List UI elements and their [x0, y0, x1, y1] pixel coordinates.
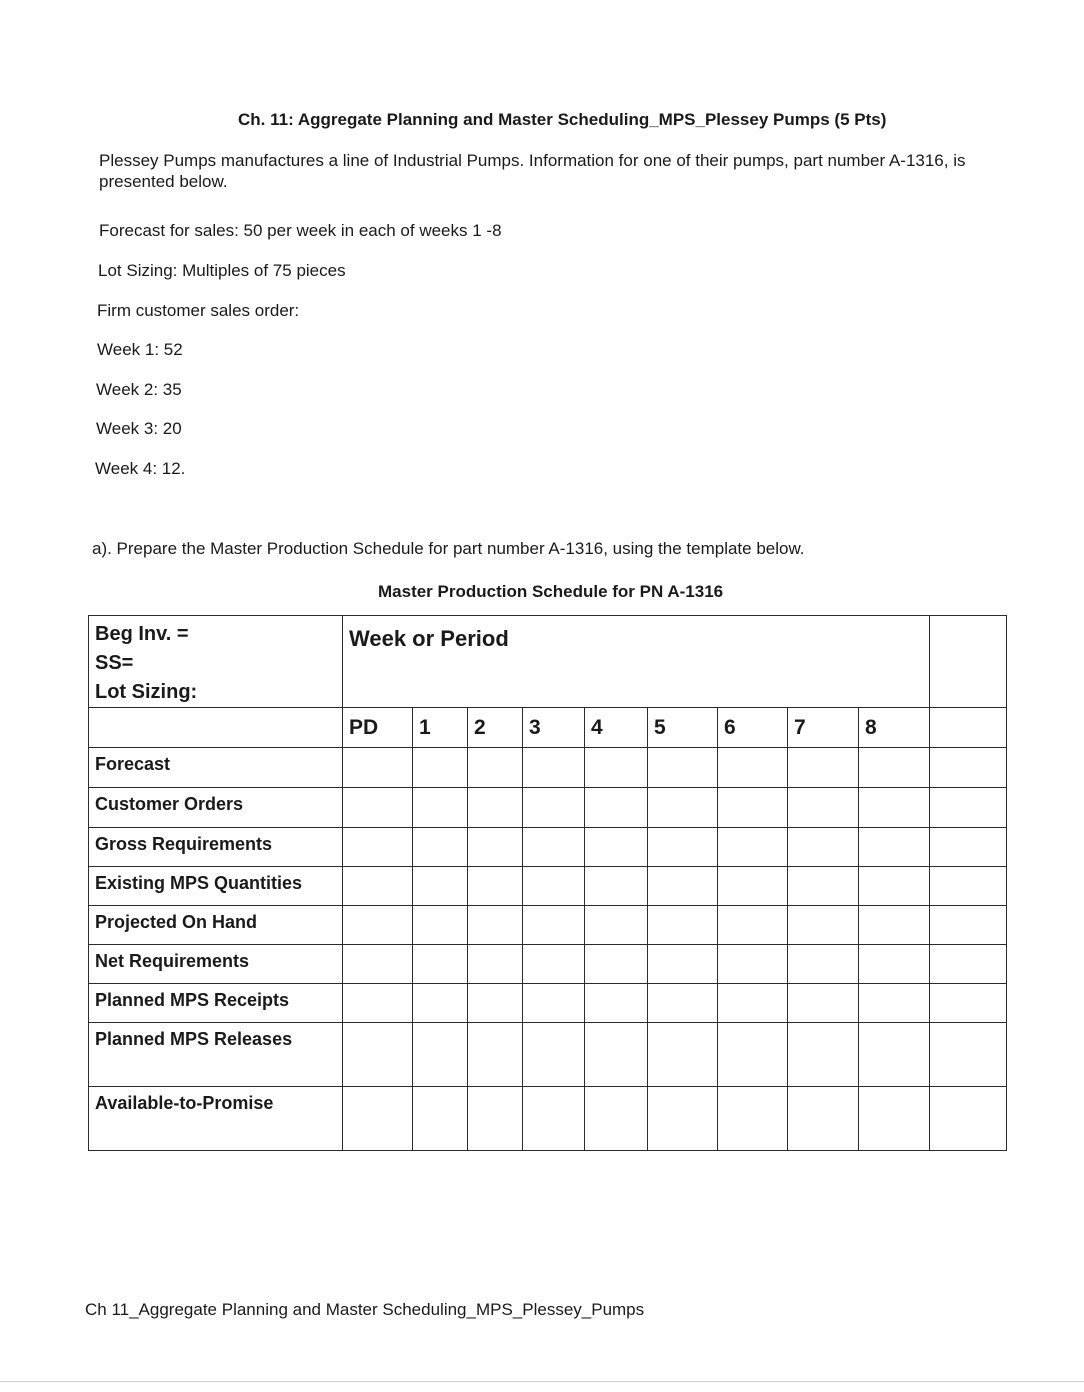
forecast-line: Forecast for sales: 50 per week in each of weeks 1 -8 [99, 221, 502, 240]
mps-entry-cell[interactable] [718, 945, 788, 984]
mps-entry-cell[interactable] [859, 828, 930, 867]
mps-entry-cell[interactable] [468, 828, 523, 867]
mps-row [89, 828, 1007, 867]
mps-entry-cell[interactable] [859, 788, 930, 828]
mps-entry-cell[interactable] [648, 828, 718, 867]
mps-entry-cell[interactable] [413, 748, 468, 788]
question-prompt: a). Prepare the Master Production Schedule for part number A-1316, using the template below. [92, 539, 805, 558]
mps-entry-cell[interactable] [718, 906, 788, 945]
mps-entry-cell[interactable] [585, 945, 648, 984]
mps-entry-cell[interactable] [718, 1023, 788, 1087]
mps-entry-cell[interactable] [468, 945, 523, 984]
order-week-3: Week 3: 20 [96, 419, 182, 438]
mps-entry-cell[interactable] [413, 906, 468, 945]
mps-entry-cell[interactable] [585, 1023, 648, 1087]
mps-period-row [89, 708, 1007, 748]
mps-row [89, 788, 1007, 828]
mps-entry-cell[interactable] [930, 828, 1007, 867]
mps-entry-cell[interactable] [523, 945, 585, 984]
mps-entry-cell[interactable] [859, 748, 930, 788]
order-week-4: Week 4: 12. [95, 459, 186, 478]
mps-entry-cell[interactable] [788, 906, 859, 945]
mps-entry-cell[interactable] [523, 984, 585, 1023]
mps-entry-cell[interactable] [788, 1023, 859, 1087]
mps-header-row [89, 616, 1007, 708]
mps-entry-cell[interactable] [930, 1023, 1007, 1087]
lot-sizing-label: Lot Sizing: [95, 681, 198, 703]
mps-entry-cell[interactable] [718, 867, 788, 906]
mps-header-info [89, 616, 343, 708]
mps-entry-cell[interactable] [718, 788, 788, 828]
mps-row [89, 867, 1007, 906]
mps-entry-cell[interactable] [343, 748, 413, 788]
mps-entry-cell[interactable] [468, 906, 523, 945]
document-title: Ch. 11: Aggregate Planning and Master Scheduling_MPS_Plessey Pumps (5 Pts) [238, 110, 887, 129]
mps-row [89, 906, 1007, 945]
mps-entry-cell[interactable] [930, 906, 1007, 945]
mps-entry-cell[interactable] [343, 1023, 413, 1087]
mps-entry-cell[interactable] [930, 788, 1007, 828]
mps-entry-cell[interactable] [523, 1087, 585, 1151]
column-header-pd: PD [343, 708, 413, 748]
mps-row [89, 1087, 1007, 1151]
period-row-label-cell [89, 708, 343, 748]
mps-entry-cell[interactable] [413, 1023, 468, 1087]
mps-entry-cell[interactable] [343, 945, 413, 984]
mps-entry-cell[interactable] [788, 1087, 859, 1151]
mps-entry-cell[interactable] [523, 1023, 585, 1087]
column-header-6: 6 [718, 708, 788, 748]
mps-row-label: Planned MPS Releases [89, 1023, 343, 1087]
column-header-3: 3 [523, 708, 585, 748]
mps-entry-cell[interactable] [788, 984, 859, 1023]
mps-row [89, 1023, 1007, 1087]
mps-entry-cell[interactable] [413, 984, 468, 1023]
mps-entry-cell[interactable] [930, 1087, 1007, 1151]
mps-entry-cell[interactable] [648, 984, 718, 1023]
mps-title: Master Production Schedule for PN A-1316 [378, 582, 724, 601]
mps-row-label: Gross Requirements [89, 828, 343, 867]
mps-entry-cell[interactable] [343, 828, 413, 867]
mps-entry-cell[interactable] [468, 867, 523, 906]
order-week-1: Week 1: 52 [97, 340, 183, 359]
page-footer: Ch 11_Aggregate Planning and Master Scheduling_MPS_Plessey_Pumps [85, 1300, 645, 1319]
mps-entry-cell[interactable] [648, 906, 718, 945]
scan-edge-line [0, 1381, 1084, 1382]
mps-entry-cell[interactable] [648, 867, 718, 906]
mps-entry-cell[interactable] [585, 1087, 648, 1151]
mps-entry-cell[interactable] [788, 945, 859, 984]
mps-entry-cell[interactable] [523, 748, 585, 788]
lot-sizing-line: Lot Sizing: Multiples of 75 pieces [98, 261, 346, 280]
mps-entry-cell[interactable] [343, 984, 413, 1023]
mps-entry-cell[interactable] [468, 788, 523, 828]
mps-entry-cell[interactable] [468, 1087, 523, 1151]
mps-entry-cell[interactable] [859, 945, 930, 984]
mps-entry-cell[interactable] [788, 828, 859, 867]
mps-entry-cell[interactable] [648, 1087, 718, 1151]
column-header-extra [930, 708, 1007, 748]
mps-entry-cell[interactable] [343, 788, 413, 828]
column-header-5: 5 [648, 708, 718, 748]
mps-entry-cell[interactable] [413, 867, 468, 906]
mps-entry-cell[interactable] [859, 984, 930, 1023]
mps-entry-cell[interactable] [859, 1087, 930, 1151]
mps-row [89, 984, 1007, 1023]
mps-table [88, 615, 1007, 1151]
mps-row [89, 945, 1007, 984]
mps-entry-cell[interactable] [648, 1023, 718, 1087]
mps-row-label: Available-to-Promise [89, 1087, 343, 1151]
mps-entry-cell[interactable] [718, 748, 788, 788]
mps-entry-cell[interactable] [585, 748, 648, 788]
mps-row-label: Existing MPS Quantities [89, 867, 343, 906]
mps-entry-cell[interactable] [413, 828, 468, 867]
mps-entry-cell[interactable] [585, 984, 648, 1023]
mps-entry-cell[interactable] [523, 867, 585, 906]
mps-entry-cell[interactable] [523, 788, 585, 828]
mps-entry-cell[interactable] [468, 748, 523, 788]
blank-header-cell [930, 616, 1007, 708]
mps-entry-cell[interactable] [648, 748, 718, 788]
mps-entry-cell[interactable] [718, 984, 788, 1023]
mps-row-label: Forecast [89, 748, 343, 788]
ss-label: SS= [95, 652, 134, 674]
mps-entry-cell[interactable] [343, 906, 413, 945]
mps-row-label: Customer Orders [89, 788, 343, 828]
column-header-8: 8 [859, 708, 930, 748]
week-or-period-header: Week or Period [343, 616, 930, 708]
order-week-2: Week 2: 35 [96, 380, 182, 399]
mps-entry-cell[interactable] [523, 828, 585, 867]
mps-entry-cell[interactable] [585, 788, 648, 828]
mps-entry-cell[interactable] [468, 984, 523, 1023]
mps-entry-cell[interactable] [788, 867, 859, 906]
mps-row-label: Net Requirements [89, 945, 343, 984]
mps-body [89, 748, 1007, 1151]
mps-entry-cell[interactable] [648, 945, 718, 984]
firm-orders-label: Firm customer sales order: [97, 301, 300, 320]
mps-entry-cell[interactable] [585, 867, 648, 906]
mps-entry-cell[interactable] [930, 984, 1007, 1023]
mps-entry-cell[interactable] [788, 748, 859, 788]
intro-paragraph: Plessey Pumps manufactures a line of Industrial Pumps. Information for one of their pumps, part number A-1316, is presented below. [99, 151, 966, 191]
mps-entry-cell[interactable] [343, 1087, 413, 1151]
column-header-1: 1 [413, 708, 468, 748]
mps-entry-cell[interactable] [413, 1087, 468, 1151]
column-header-7: 7 [788, 708, 859, 748]
mps-entry-cell[interactable] [648, 788, 718, 828]
mps-entry-cell[interactable] [859, 906, 930, 945]
mps-row-label: Projected On Hand [89, 906, 343, 945]
mps-entry-cell[interactable] [788, 788, 859, 828]
column-header-2: 2 [468, 708, 523, 748]
mps-entry-cell[interactable] [585, 906, 648, 945]
mps-entry-cell[interactable] [413, 788, 468, 828]
beg-inv-label: Beg Inv. = [95, 623, 189, 645]
mps-row [89, 748, 1007, 788]
mps-entry-cell[interactable] [343, 867, 413, 906]
mps-entry-cell[interactable] [523, 906, 585, 945]
mps-row-label: Planned MPS Receipts [89, 984, 343, 1023]
mps-entry-cell[interactable] [859, 867, 930, 906]
mps-entry-cell[interactable] [718, 828, 788, 867]
mps-entry-cell[interactable] [585, 828, 648, 867]
mps-entry-cell[interactable] [930, 945, 1007, 984]
mps-entry-cell[interactable] [718, 1087, 788, 1151]
column-header-4: 4 [585, 708, 648, 748]
mps-entry-cell[interactable] [930, 748, 1007, 788]
mps-entry-cell[interactable] [468, 1023, 523, 1087]
mps-entry-cell[interactable] [930, 867, 1007, 906]
mps-entry-cell[interactable] [413, 945, 468, 984]
mps-entry-cell[interactable] [859, 1023, 930, 1087]
